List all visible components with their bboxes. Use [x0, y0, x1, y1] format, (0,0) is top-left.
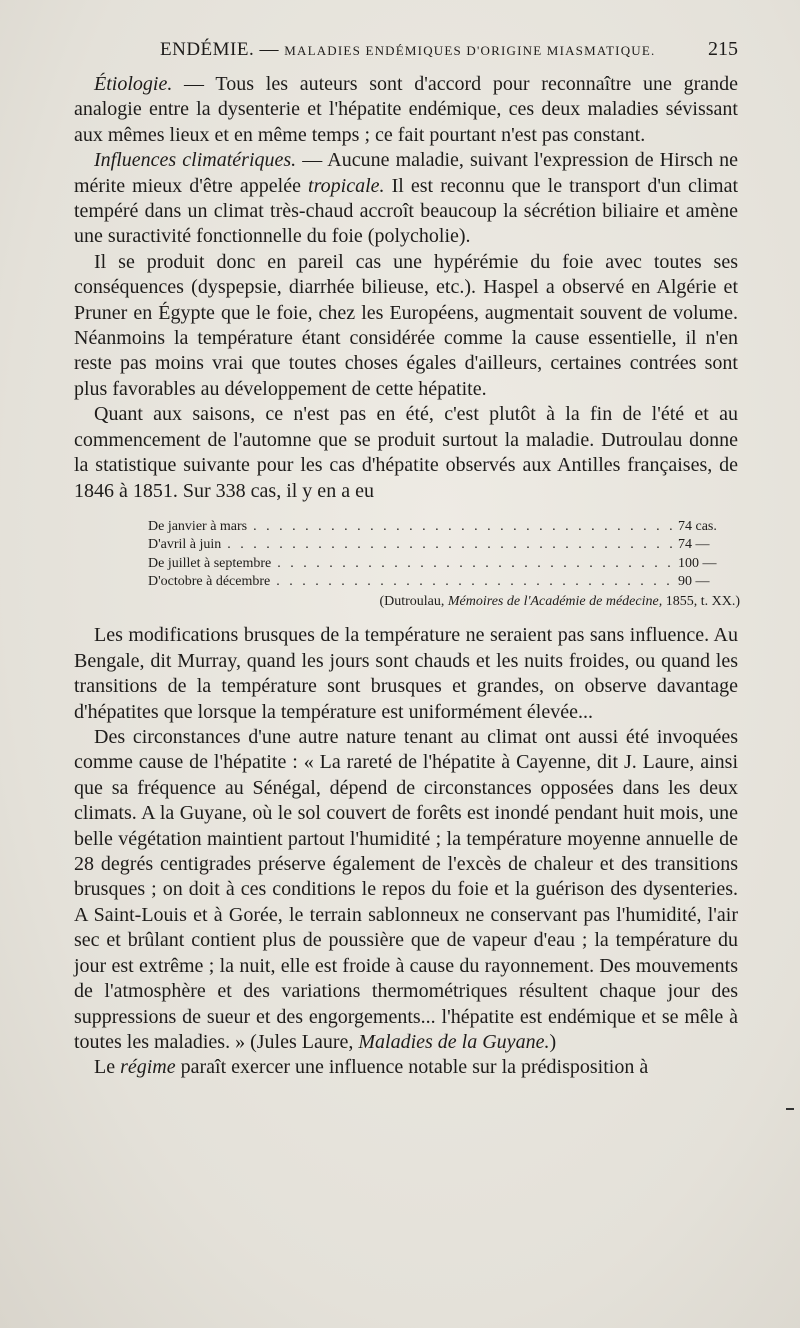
statistics-table	[148, 518, 740, 612]
stat-count: 90 —	[678, 574, 710, 590]
running-title	[160, 39, 655, 61]
stat-period: De janvier à mars	[148, 518, 248, 534]
stat-row	[148, 573, 740, 592]
italic-term: régime	[120, 1056, 176, 1079]
source-text: (Dutroulau,	[379, 593, 448, 609]
paragraph-text: Le	[94, 1056, 121, 1079]
stat-period: D'avril à juin	[148, 537, 222, 553]
runin-heading: Étiologie.	[94, 73, 173, 95]
paragraph-hyperemie: Il se produit donc en pareil cas une hypérémie du foie avec toutes ses conséquences (dyspepsie, diarrhée bilieuse, etc.). Haspel a observé en Algérie et Pruner en Égypte que le foie, chez les Européens, augmentait souvent de volume. Néanmoins la température étant considérée comme la cause essentielle, il n'en reste pas moins vrai que toutes choses égales d'ailleurs, certaines contrées sont plus favorables au développement de cette hépatite.	[74, 250, 738, 400]
paragraph-regime	[74, 1055, 738, 1080]
stat-count: 74 —	[678, 537, 710, 553]
stat-period: D'octobre à décembre	[148, 574, 271, 590]
paragraph-modifications: Les modifications brusques de la température ne seraient pas sans influence. Au Bengale, dit Murray, quand les jours sont chauds et les nuits froides, ou quand les transitions de la température sont brusques et grandes, on observe davantage d'hépatites que lorsque la température est uniformément élevée...	[74, 624, 738, 723]
stat-count: 100 —	[678, 555, 717, 571]
paragraph-influences	[74, 148, 738, 250]
paragraph-text: Il est reconnu que le transport d'un climat tempéré dans un climat très-chaud accroît beaucoup la sécrétion biliaire et amène une suractivité fonctionnelle du foie (polycholie).	[74, 174, 738, 248]
header-title: ENDÉMIE.	[160, 39, 255, 60]
runin-heading: Influences climatériques.	[94, 149, 297, 172]
dot-leader	[253, 518, 672, 537]
stat-count: 74 cas.	[678, 518, 717, 534]
stat-row	[148, 518, 740, 537]
paragraph-text: paraît exercer une influence notable sur la prédisposition à	[175, 1056, 649, 1079]
italic-title: Maladies de la Guyane.	[358, 1030, 550, 1053]
dot-leader	[277, 555, 672, 574]
stat-period: De juillet à septembre	[148, 555, 272, 571]
stat-row	[148, 536, 740, 555]
paragraph-circonstances	[74, 725, 738, 1055]
page-number: 215	[708, 38, 738, 60]
body-text	[74, 72, 738, 1081]
italic-term: tropicale.	[308, 174, 385, 197]
margin-mark	[786, 1108, 794, 1110]
header-dash: —	[259, 39, 279, 60]
paragraph-saisons: Quant aux saisons, ce n'est pas en été, c'est plutôt à la fin de l'été et au commencement de l'automne que se produit surtout la maladie. Dutroulau donne la statistique suivante pour les cas d'hépatite observés aux Antilles françaises, de 1846 à 1851. Sur 338 cas, il y en a eu	[74, 403, 738, 502]
source-text: 1855, t. XX.)	[662, 593, 740, 609]
source-italic: Mémoires de l'Académie de médecine,	[447, 593, 663, 609]
dot-leader	[227, 536, 672, 555]
paragraph-text: — Tous les auteurs sont d'accord pour reconnaître une grande analogie entre la dysenterie et l'hépatite endémique, ces deux maladies sévissant aux mêmes lieux et en même temps ; ce fait pourtant n'est pas constant.	[74, 73, 738, 146]
paragraph-text: — Aucune maladie, suivant l'expression de Hirsch ne mérite mieux d'être appelée	[74, 149, 738, 197]
dot-leader	[276, 573, 672, 592]
paragraph-etiologie	[74, 72, 738, 148]
paragraph-text: Des circonstances d'une autre nature tenant au climat ont aussi été invoquées comme cause de l'hépatite : « La rareté de l'hépatite à Cayenne, dit J. Laure, ainsi que sa fréquence au Sénégal, dépend de circonstances opposées dans les deux climats. A la Guyane, où le sol couvert de forêts est inondé pendant huit mois, une belle végétation maintient partout l'humidité ; la température moyenne annuelle de 28 degrés centigrades préserve également de l'excès de chaleur et des transitions brusques ; on doit à ces conditions le repos du foie et la guérison des dysenteries. A Saint-Louis et à Gorée, le terrain sablonneux ne conservant pas l'humidité, l'air sec et brûlant contient plus de poussière que de vapeur d'eau ; la température du jour est extrême ; la nuit, elle est froide à cause du rayonnement. Des mouvements de l'atmosphère et des variations thermométriques résultent chaque jour des suppressions de sueur et des engorgements... l'hépatite est endémique et se mêle à toutes les maladies. » (Jules Laure,	[74, 726, 738, 1053]
header-subtitle: MALADIES ENDÉMIQUES D'ORIGINE MIASMATIQUE.	[284, 43, 656, 58]
stat-row	[148, 555, 740, 574]
paragraph-text: )	[549, 1030, 557, 1053]
running-header	[160, 38, 738, 61]
stat-source	[148, 593, 740, 612]
